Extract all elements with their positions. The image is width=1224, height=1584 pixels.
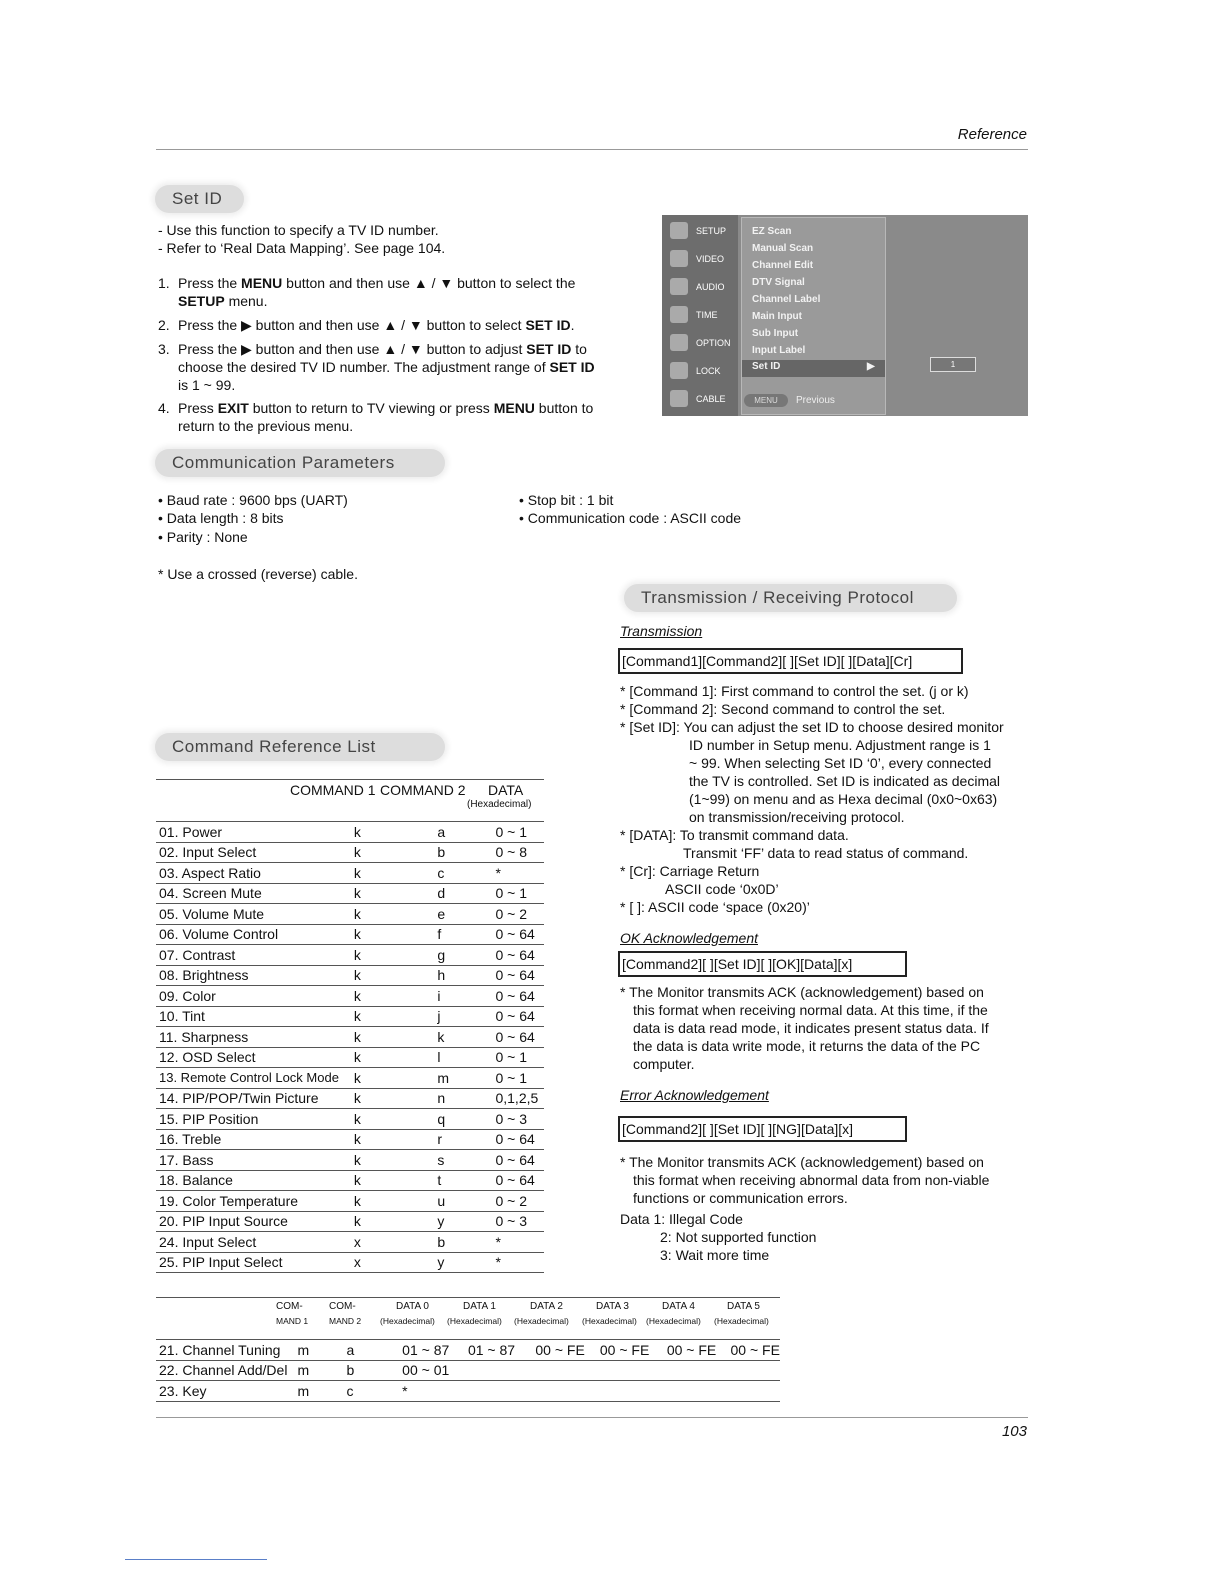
protocol-note-line: ID number in Setup menu. Adjustment range is 1 xyxy=(689,737,991,753)
data-range: 0 ~ 64 xyxy=(492,1027,544,1048)
menu-key-badge: MENU xyxy=(744,394,788,407)
command-1: k xyxy=(351,1068,434,1089)
command-name: 17. Bass xyxy=(156,1150,351,1171)
command-1: k xyxy=(351,1006,434,1027)
t2-hdr-hex0: (Hexadecimal) xyxy=(380,1316,435,1326)
table-cell xyxy=(465,1381,532,1402)
error-ack-label: Error Acknowledgement xyxy=(620,1087,769,1103)
table-cell: 00 ~ FE xyxy=(728,1340,780,1361)
channel-command-name: 21. Channel Tuning xyxy=(156,1340,295,1361)
command-name: 02. Input Select xyxy=(156,842,351,863)
table-cell: a xyxy=(343,1340,399,1361)
command-1: k xyxy=(351,924,434,945)
step-4: 4. Press EXIT button to return to TV viewing or press MENU button to return to the previous menu. xyxy=(158,400,594,434)
section-title: Reference xyxy=(957,126,1027,143)
step-1: 1. Press the MENU button and then use ▲ / ▼ button to select the SETUP menu. xyxy=(158,275,576,309)
protocol-note-line: this format when receiving abnormal data from non-viable xyxy=(633,1172,990,1188)
command-1: k xyxy=(351,1150,434,1171)
data-range: 0 ~ 1 xyxy=(492,883,544,904)
tv-item-manual-scan[interactable]: Manual Scan xyxy=(752,243,814,254)
protocol-heading: Transmission / Receiving Protocol xyxy=(624,584,957,612)
table-row xyxy=(156,1088,544,1109)
table-cell: m xyxy=(295,1340,344,1361)
table-row xyxy=(156,945,544,966)
protocol-note-line: functions or communication errors. xyxy=(633,1190,848,1206)
data-range: 0 ~ 64 xyxy=(492,1170,544,1191)
protocol-note-line: * [Command 1]: First command to control the set. (j or k) xyxy=(620,683,969,699)
command-name: 01. Power xyxy=(156,822,351,843)
command-name: 16. Treble xyxy=(156,1129,351,1150)
command-1: k xyxy=(351,842,434,863)
table-row xyxy=(156,822,544,843)
table-cell: 00 ~ 01 xyxy=(399,1360,465,1381)
command-2: s xyxy=(434,1150,492,1171)
cmd-table-top-rule xyxy=(156,779,544,780)
table-cell xyxy=(532,1381,597,1402)
table-cell xyxy=(728,1360,780,1381)
hdr-data: DATA xyxy=(488,782,524,798)
table-row xyxy=(156,924,544,945)
set-id-note-1: - Use this function to specify a TV ID number. xyxy=(158,222,439,238)
tv-menu-tabs xyxy=(662,215,738,416)
set-id-value[interactable]: 1 xyxy=(930,357,976,372)
data-range: * xyxy=(492,1252,544,1273)
table-row xyxy=(156,986,544,1007)
tv-item-ez-scan[interactable]: EZ Scan xyxy=(752,226,792,237)
command-2: b xyxy=(434,842,492,863)
tv-tab-setup[interactable]: SETUP xyxy=(662,218,738,244)
command-1: k xyxy=(351,1129,434,1150)
error-ack-format: [Command2][ ][Set ID][ ][NG][Data][x] xyxy=(618,1116,907,1142)
t2-hdr-hex3: (Hexadecimal) xyxy=(582,1316,637,1326)
audio-icon xyxy=(670,278,688,295)
table-row xyxy=(156,965,544,986)
data-range: 0 ~ 1 xyxy=(492,822,544,843)
table-row xyxy=(156,1047,544,1068)
header-rule xyxy=(156,149,1028,150)
command-2: e xyxy=(434,904,492,925)
command-2: f xyxy=(434,924,492,945)
t2-hdr-data0: DATA 0 xyxy=(396,1301,429,1312)
protocol-note-line: * The Monitor transmits ACK (acknowledgement) based on xyxy=(620,1154,984,1170)
data-range: 0 ~ 64 xyxy=(492,945,544,966)
data-code-1: Data 1: Illegal Code xyxy=(620,1211,743,1227)
command-name: 19. Color Temperature xyxy=(156,1191,351,1212)
t2-hdr-mand2: MAND 2 xyxy=(329,1316,362,1326)
table-cell xyxy=(532,1360,597,1381)
table-cell: 01 ~ 87 xyxy=(399,1340,465,1361)
table-row xyxy=(156,863,544,884)
command-name: 25. PIP Input Select xyxy=(156,1252,351,1273)
command-1: x xyxy=(351,1252,434,1273)
tv-tab-video[interactable]: VIDEO xyxy=(662,246,738,272)
tv-tab-option[interactable]: OPTION xyxy=(662,330,738,356)
ok-ack-label: OK Acknowledgement xyxy=(620,930,758,946)
t2-hdr-data4: DATA 4 xyxy=(662,1301,695,1312)
command-1: k xyxy=(351,945,434,966)
command-name: 04. Screen Mute xyxy=(156,883,351,904)
data-range: 0 ~ 1 xyxy=(492,1068,544,1089)
video-icon xyxy=(670,250,688,267)
command-2: i xyxy=(434,986,492,1007)
protocol-note-line: the data is data write mode, it returns the data of the PC xyxy=(633,1038,981,1054)
command-2: k xyxy=(434,1027,492,1048)
command-2: t xyxy=(434,1170,492,1191)
table-row xyxy=(156,904,544,925)
channel-command-table xyxy=(156,1339,780,1402)
table-cell: m xyxy=(295,1360,344,1381)
table-row xyxy=(156,1252,544,1273)
tv-tab-cable[interactable]: CABLE xyxy=(662,386,738,412)
command-1: k xyxy=(351,965,434,986)
t2-hdr-hex5: (Hexadecimal) xyxy=(714,1316,769,1326)
tv-menu-list xyxy=(741,217,886,415)
t2-hdr-hex2: (Hexadecimal) xyxy=(514,1316,569,1326)
table-cell: b xyxy=(343,1360,399,1381)
command-1: k xyxy=(351,883,434,904)
command-1: k xyxy=(351,1088,434,1109)
t2-hdr-data5: DATA 5 xyxy=(727,1301,760,1312)
set-id-note-2: - Refer to ‘Real Data Mapping’. See page 104. xyxy=(158,240,446,256)
table-row xyxy=(156,1068,544,1089)
tv-item-channel-label[interactable]: Channel Label xyxy=(752,294,821,305)
command-name: 14. PIP/POP/Twin Picture xyxy=(156,1088,351,1109)
command-1: x xyxy=(351,1232,434,1253)
command-2: c xyxy=(434,863,492,884)
protocol-note-line: Transmit ‘FF’ data to read status of command. xyxy=(683,845,969,861)
table-cell xyxy=(664,1381,728,1402)
data-code-2: 2: Not supported function xyxy=(660,1229,817,1245)
command-2: m xyxy=(434,1068,492,1089)
command-2: b xyxy=(434,1232,492,1253)
chevron-right-icon: ▶ xyxy=(867,361,875,372)
time-icon xyxy=(670,306,688,323)
data-range: * xyxy=(492,863,544,884)
cmd-ref-heading: Command Reference List xyxy=(155,733,445,761)
command-1: k xyxy=(351,1191,434,1212)
command-2: q xyxy=(434,1109,492,1130)
protocol-note-line: * The Monitor transmits ACK (acknowledgement) based on xyxy=(620,984,984,1000)
command-1: k xyxy=(351,1109,434,1130)
step-2: 2. Press the ▶ button and then use ▲ / ▼ button to select SET ID. xyxy=(158,317,575,333)
data-range: 0 ~ 64 xyxy=(492,924,544,945)
protocol-note-line: * [Cr]: Carriage Return xyxy=(620,863,760,879)
table-row xyxy=(156,1381,780,1402)
protocol-note-line: computer. xyxy=(633,1056,695,1072)
t2-hdr-hex4: (Hexadecimal) xyxy=(646,1316,701,1326)
command-1: k xyxy=(351,1170,434,1191)
channel-command-name: 23. Key xyxy=(156,1381,295,1402)
option-icon xyxy=(670,334,688,351)
table-cell: 01 ~ 87 xyxy=(465,1340,532,1361)
table-cell: m xyxy=(295,1381,344,1402)
command-name: 18. Balance xyxy=(156,1170,351,1191)
data-range: 0 ~ 1 xyxy=(492,1047,544,1068)
command-name: 07. Contrast xyxy=(156,945,351,966)
tv-tab-lock[interactable]: LOCK xyxy=(662,358,738,384)
t2-hdr-com2: COM- xyxy=(329,1301,356,1312)
command-name: 12. OSD Select xyxy=(156,1047,351,1068)
data-range: 0 ~ 3 xyxy=(492,1109,544,1130)
lock-icon xyxy=(670,362,688,379)
table-row xyxy=(156,1360,780,1381)
set-id-heading: Set ID xyxy=(155,185,244,213)
command-2: j xyxy=(434,1006,492,1027)
command-name: 15. PIP Position xyxy=(156,1109,351,1130)
protocol-note-line: * [Command 2]: Second command to control the set. xyxy=(620,701,946,717)
protocol-note-line: * [DATA]: To transmit command data. xyxy=(620,827,849,843)
protocol-note-line: data is data read mode, it indicates present status data. If xyxy=(633,1020,989,1036)
command-2: a xyxy=(434,822,492,843)
table-row xyxy=(156,842,544,863)
table-row xyxy=(156,1006,544,1027)
table-cell: c xyxy=(343,1381,399,1402)
tv-item-main-input[interactable]: Main Input xyxy=(752,311,802,322)
data-range: 0 ~ 64 xyxy=(492,1129,544,1150)
ok-ack-format: [Command2][ ][Set ID][ ][OK][Data][x] xyxy=(618,951,907,977)
command-1: k xyxy=(351,1211,434,1232)
step-3: 3. Press the ▶ button and then use ▲ / ▼ button to adjust SET ID to choose the desired TV ID number. The adjustment range of SET ID is 1 ~ 99. xyxy=(158,341,595,393)
table-row xyxy=(156,1232,544,1253)
t2-hdr-hex1: (Hexadecimal) xyxy=(447,1316,502,1326)
command-2: r xyxy=(434,1129,492,1150)
comm-params-heading: Communication Parameters xyxy=(155,449,445,477)
data-range: 0 ~ 64 xyxy=(492,1150,544,1171)
data-range: * xyxy=(492,1232,544,1253)
table-row xyxy=(156,1191,544,1212)
cable-icon xyxy=(670,390,688,407)
cable-note: * Use a crossed (reverse) cable. xyxy=(158,566,358,582)
command-2: h xyxy=(434,965,492,986)
command-2: n xyxy=(434,1088,492,1109)
t2-hdr-data2: DATA 2 xyxy=(530,1301,563,1312)
transmission-format: [Command1][Command2][ ][Set ID][ ][Data][Cr] xyxy=(618,648,963,674)
tv-item-channel-edit[interactable]: Channel Edit xyxy=(752,260,814,271)
tv-tab-audio[interactable]: AUDIO xyxy=(662,274,738,300)
command-1: k xyxy=(351,822,434,843)
protocol-note-line: * [Set ID]: You can adjust the set ID to choose desired monitor xyxy=(620,719,1004,735)
table-cell xyxy=(465,1360,532,1381)
command-2: y xyxy=(434,1252,492,1273)
stop-bit: • Stop bit : 1 bit xyxy=(519,492,614,508)
data-range: 0 ~ 2 xyxy=(492,904,544,925)
command-name: 24. Input Select xyxy=(156,1232,351,1253)
parity: • Parity : None xyxy=(158,529,248,545)
protocol-note-line: ~ 99. When selecting Set ID ‘0’, every connected xyxy=(689,755,992,771)
table-cell xyxy=(597,1360,664,1381)
protocol-note-line: this format when receiving normal data. At this time, if the xyxy=(633,1002,988,1018)
command-2: l xyxy=(434,1047,492,1068)
bottom-link-rule xyxy=(125,1559,267,1560)
table-row xyxy=(156,1211,544,1232)
setup-icon xyxy=(670,222,688,239)
data-range: 0 ~ 8 xyxy=(492,842,544,863)
command-1: k xyxy=(351,904,434,925)
data-length: • Data length : 8 bits xyxy=(158,510,284,526)
comm-code: • Communication code : ASCII code xyxy=(519,510,742,526)
tv-item-sub-input[interactable]: Sub Input xyxy=(752,328,799,339)
table-cell: 00 ~ FE xyxy=(597,1340,664,1361)
tv-item-set-id[interactable]: Set ID xyxy=(752,361,781,372)
table-cell xyxy=(664,1360,728,1381)
table-row xyxy=(156,1150,544,1171)
data-range: 0 ~ 64 xyxy=(492,965,544,986)
command-name: 09. Color xyxy=(156,986,351,1007)
baud-rate: • Baud rate : 9600 bps (UART) xyxy=(158,492,348,508)
command-name: 06. Volume Control xyxy=(156,924,351,945)
command-name: 08. Brightness xyxy=(156,965,351,986)
command-1: k xyxy=(351,986,434,1007)
table2-top-rule xyxy=(156,1297,780,1298)
protocol-note-line: on transmission/receiving protocol. xyxy=(689,809,905,825)
protocol-note-line: the TV is controlled. Set ID is indicated as decimal xyxy=(689,773,1001,789)
table-row xyxy=(156,1027,544,1048)
data-range: 0 ~ 3 xyxy=(492,1211,544,1232)
table-cell: 00 ~ FE xyxy=(532,1340,597,1361)
t2-hdr-data1: DATA 1 xyxy=(463,1301,496,1312)
command-2: g xyxy=(434,945,492,966)
data-range: 0 ~ 2 xyxy=(492,1191,544,1212)
data-code-3: 3: Wait more time xyxy=(660,1247,770,1263)
command-name: 03. Aspect Ratio xyxy=(156,863,351,884)
tv-item-input-label[interactable]: Input Label xyxy=(752,345,806,356)
command-name: 10. Tint xyxy=(156,1006,351,1027)
table-cell: * xyxy=(399,1381,465,1402)
hdr-hex: (Hexadecimal) xyxy=(467,799,532,810)
command-2: u xyxy=(434,1191,492,1212)
page-number: 103 xyxy=(1001,1423,1027,1440)
data-range: 0 ~ 64 xyxy=(492,1006,544,1027)
t2-hdr-com1: COM- xyxy=(276,1301,303,1312)
command-name: 05. Volume Mute xyxy=(156,904,351,925)
tv-footer-previous: Previous xyxy=(796,395,835,406)
table-row xyxy=(156,1129,544,1150)
data-range: 0 ~ 64 xyxy=(492,986,544,1007)
table-cell xyxy=(597,1381,664,1402)
command-table xyxy=(156,821,544,1273)
tv-item-dtv-signal[interactable]: DTV Signal xyxy=(752,277,805,288)
t2-hdr-data3: DATA 3 xyxy=(596,1301,629,1312)
command-1: k xyxy=(351,1047,434,1068)
command-name: 11. Sharpness xyxy=(156,1027,351,1048)
tv-tab-time[interactable]: TIME xyxy=(662,302,738,328)
protocol-note-line: (1~99) on menu and as Hexa decimal (0x0~0x63) xyxy=(689,791,998,807)
protocol-note-line: * [ ]: ASCII code ‘space (0x20)’ xyxy=(620,899,810,915)
table-row xyxy=(156,1340,780,1361)
table-row xyxy=(156,883,544,904)
footer-rule xyxy=(156,1417,1028,1418)
table-row xyxy=(156,1170,544,1191)
table-cell: 00 ~ FE xyxy=(664,1340,728,1361)
protocol-note-line: ASCII code ‘0x0D’ xyxy=(665,881,779,897)
command-name: 20. PIP Input Source xyxy=(156,1211,351,1232)
hdr-command-1: COMMAND 1 xyxy=(290,782,376,798)
command-2: d xyxy=(434,883,492,904)
command-1: k xyxy=(351,1027,434,1048)
table-row xyxy=(156,1109,544,1130)
command-name: 13. Remote Control Lock Mode xyxy=(156,1068,351,1089)
hdr-command-2: COMMAND 2 xyxy=(380,782,466,798)
command-1: k xyxy=(351,863,434,884)
channel-command-name: 22. Channel Add/Del xyxy=(156,1360,295,1381)
tv-setup-menu xyxy=(662,215,1028,416)
command-2: y xyxy=(434,1211,492,1232)
data-range: 0,1,2,5 xyxy=(492,1088,544,1109)
transmission-label: Transmission xyxy=(620,623,703,639)
t2-hdr-mand1: MAND 1 xyxy=(276,1316,309,1326)
table-cell xyxy=(728,1381,780,1402)
